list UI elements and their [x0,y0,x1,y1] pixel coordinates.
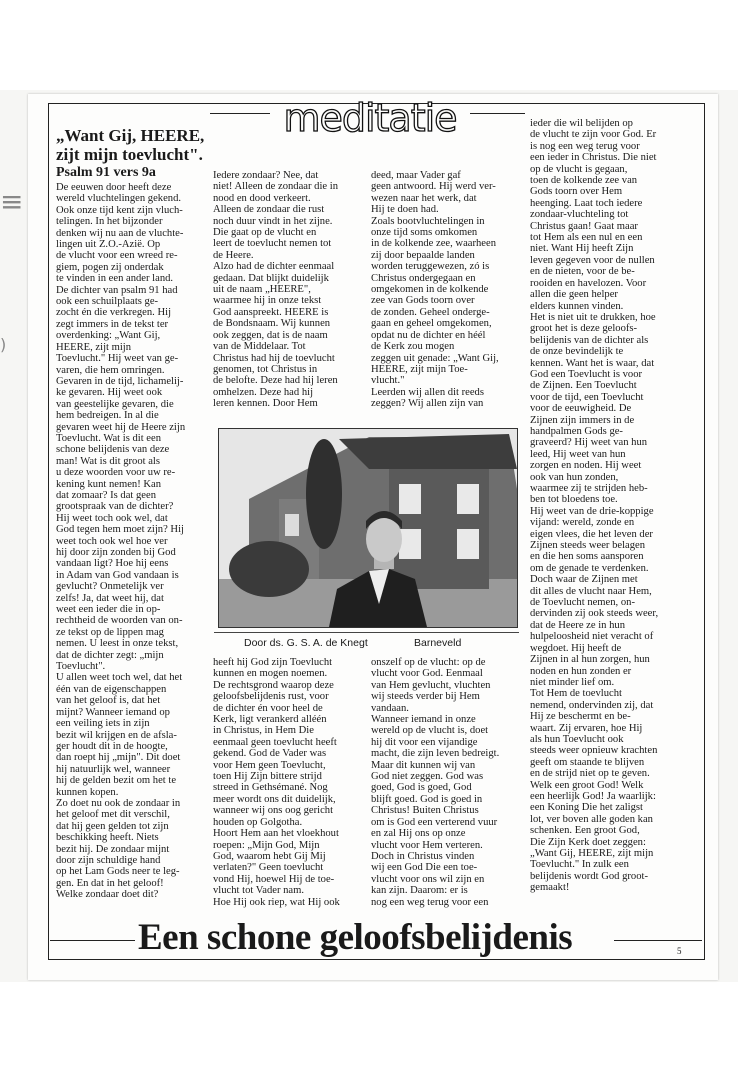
page-number: 5 [677,946,682,956]
column-3-text: deed, maar Vader gaf geen antwoord. Hij werd ver- wezen naar het werk, dat Hij te doen had. Zoals bootvluchtelingen in onze tijd soms omkomen in de kolkende zee, waarheen zij door bepaalde landen worden teruggewezen, zó is Christus ondergegaan en omgekomen in de kolkende zee van Gods toorn over de zonden. Geheel onderge- gaan en geheel omgekomen, opdat nu de dichter en héél de Kerk zou mogen zeggen uit genade: „Want Gij, HEERE, zijt mijn Toe- vlucht." Leerden wij allen dit reeds zeggen? Wij allen zijn van [371,170,499,410]
photo-illustration [219,429,517,627]
column-2-text: Iedere zondaar? Nee, dat niet! Alleen de zondaar die in nood en dood verkeert. Alleen de zondaar die rust noch duur vindt in het zijne. Die gaat op de vlucht en leert de toevlucht nemen tot de Heere. Alzo had de dichter eenmaal gedaan. Dat blijkt duidelijk uit de naam „HEERE", waarmee hij in onze tekst God aanspreekt. HEERE is de Bondsnaam. Wij kunnen ook zeggen, dat is de naam van de Middelaar. Tot Christus had hij de toevlucht genomen, tot Christus in de belofte. Deze had hij leren omhelzen. Deze had hij leren kennen. Door Hem [213,170,339,410]
column-5-text: heeft hij God zijn Toevlucht kunnen en mogen noemen. De rechtsgrond waarop deze geloofsbelijdenis rust, voor de dichter én voor heel de Kerk, ligt verankerd alléén in Christus, in Hem Die eenmaal geen toevlucht heeft gekend. God de Vader was voor Hem geen Toevlucht, toen Hij Zijn bittere strijd streed in Gethsémané. Nog meer wordt ons dit duidelijk, wanneer wij ons oog gericht houden op Golgotha. Hoort Hem aan het vloekhout roepen: „Mijn God, Mijn God, waarom hebt Gij Mij verlaten?" Geen toevlucht vond Hij, hoewel Hij de toe- vlucht tot Vader nam. Hoe Hij ook riep, wat Hij ook [213,657,340,908]
margin-pencil-mark: ) [0,335,7,354]
author-photo [218,428,518,628]
column-2 [213,170,359,425]
column-6-text: onszelf op de vlucht: op de vlucht voor God. Eenmaal van Hem gevlucht, vluchten wij steeds verder bij Hem vandaan. Wanneer iemand in onze wereld op de vlucht is, doet hij dit voor een vijandige macht, die zijn leven bedreigt. Maar dit kunnen wij van God niet zeggen. God was goed, God is goed, God blijft goed. God is goed in Christus! Buiten Christus om is God een verterend vuur en zal Hij ons op onze vlucht voor Hem verteren. Doch in Christus vinden wij een God Die een toe- vlucht voor ons wil zijn en kan zijn. Daarom: er is nog een weg terug voor een [371,657,500,908]
headline-rule-right [614,940,702,941]
column-4-text: ieder die wil belijden op de vlucht te zijn voor God. Er is nog een weg terug voor een ieder in Christus. Die niet op de vlucht is gegaan, toen de kolkende zee van Gods toorn over Hem heenging. Laat toch iedere zondaar-vluchteling tot Christus gaan! Gaat maar tot Hem als een nul en een niet. Want Hij heeft Zijn leven gegeven voor de nullen en de nieten, voor de be- rooiden en havelozen. Voor allen die geen helper elders kunnen vinden. Het is niet uit te drukken, hoe groot het is deze geloofs- belijdenis van de dichter als de onze bevindelijk te kennen. Want het is waar, dat God een Toevlucht is voor de Zijnen. Een Toevlucht voor de tijd, een Toevlucht voor de eeuwigheid. De Zijnen zijn immers in de handpalmen Gods ge- graveerd? Hij weet van hun leed, Hij weet van hun zorgen en noden. Hij weet ook van hun zonden, waarmee zij te strijden heb- ben tot bloedens toe. Hij weet van de drie-koppige vijand: wereld, zonde en eigen vlees, die het leven der Zijnen steeds weer belagen en die hen soms aansporen om de genade te verdenken. Doch waar de Zijnen met dit alles de vlucht naar Hem, de Toevlucht nemen, on- dervinden zij ook steeds weer, dat de Heere ze in hun hulpeloosheid niet veracht of wegdoet. Hij heeft de Zijnen in al hun zorgen, hun noden en hun zonden er niet minder lief om. Tot Hem de toevlucht nemend, ondervinden zij, dat Hij ze beschermt en be- waart. Zij ervaren, hoe Hij als hun Toevlucht ook steeds weer opnieuw krachten geeft om staande te blijven en de strijd niet op te geven. Welk een groot God! Welk een heerlijk God! Ja waarlijk: een Koning Die het zaligst lot, ver boven alle goden kan schenken. Een groot God, Die Zijn Kerk doet zeggen: „Want Gij, HEERE, zijt mijn Toevlucht." In zulk een belijdenis wordt God groot- gemaakt! [530,118,659,894]
scripture-quote: „Want Gij, HEERE, zijt mijn toevlucht". [56,126,205,164]
column-1-text: De eeuwen door heeft deze wereld vluchtelingen gekend. Ook onze tijd kent zijn vluch- telingen. In het bijzonder denken wij nu aan de vluchte- lingen uit Z.O.-Azië. Op de vlucht voor een wreed re- giem, pogen zij onderdak te vinden in een ander land. De dichter van psalm 91 had ook een schuilplaats ge- zocht én die verkregen. Hij zegt immers in de tekst ter overdenking: „Want Gij, HEERE, zijt mijn Toevlucht." Hij weet van ge- varen, die hem omringen. Gevaren in de tijd, lichamelij- ke gevaren. Hij weet ook van geestelijke gevaren, die hem bedreigen. In al die gevaren weet hij de Heere zijn Toevlucht. Wat is dit een schone belijdenis van deze man! Wat is dit groot als u deze woorden voor uw re- kening kunt nemen! Kan dat zomaar? Is dat geen grootspraak van de dichter? Hij weet toch ook wel, dat God tegen hem moet zijn? Hij weet toch ook wel hoe ver hij door zijn zonden bij God vandaan ligt? Hoe hij eens in Adam van God vandaan is gevlucht? Onmetelijk ver zelfs! Ja, dat weet hij, dat weet een ieder die in op- rechtheid de woorden van on- ze tekst op de lippen mag nemen. U leest in onze tekst, dat de dichter zegt: „mijn Toevlucht". U allen weet toch wel, dat het één van de eigenschappen van het geloof is, dat het mijnt? Wanneer iemand op een veiling iets in zijn bezit wil krijgen en de afsla- ger houdt dit in de hoogte, dan roept hij „mijn". Dit doet hij natuurlijk wel, wanneer hij de gelden bezit om het te kunnen kopen. Zo doet nu ook de zondaar in het geloof met dit verschil, dat hij geen gelden tot zijn beschikking heeft. Niets bezit hij. De zondaar mijnt door zijn schuldige hand op het Lam Gods neer te leg- gen. En dat in het geloof! Welke zondaar doet dit? [56,182,186,901]
masthead-rule-right [470,113,525,114]
masthead-rule-left [210,113,270,114]
author-byline: Door ds. G. S. A. de Knegt [244,637,368,649]
column-4 [530,118,704,923]
column-5 [213,657,363,919]
author-place: Barneveld [414,637,462,649]
headline-rule-left [50,940,135,941]
masthead-title: meditatie [283,96,457,140]
column-3 [371,170,523,425]
column-1 [56,126,206,921]
article-headline: Een schone geloofsbelijdenis [138,917,573,958]
caption-rule [214,632,519,633]
scripture-reference: Psalm 91 vers 9a [56,165,156,180]
column-6 [371,657,523,919]
margin-pencil-mark: ≡ [0,185,24,218]
